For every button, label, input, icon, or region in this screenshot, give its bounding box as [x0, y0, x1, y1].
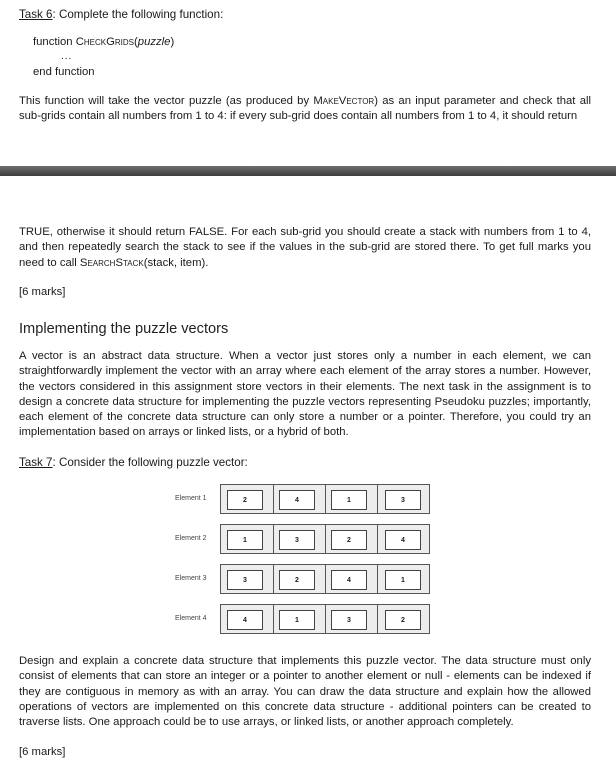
page-top [0, 0, 616, 166]
frame-divider [273, 605, 274, 633]
page-bottom [0, 176, 616, 766]
cell-value: 2 [331, 530, 367, 550]
cell-value: 4 [385, 530, 421, 550]
code-function-name: CheckGrids [75, 36, 135, 48]
element-frame [220, 604, 430, 634]
element-label: Element 3 [175, 575, 207, 582]
code-function-line: function CheckGrids(puzzle) [33, 36, 175, 48]
element-label: Element 2 [175, 535, 207, 542]
cell-value: 1 [331, 490, 367, 510]
task6-heading-text: : Complete the following function: [52, 8, 224, 21]
vector-element-row [0, 524, 616, 556]
cell-value: 4 [331, 570, 367, 590]
search-stack-ref: SearchStack [79, 256, 144, 269]
cell-value: 1 [227, 530, 263, 550]
page-break-gap [0, 166, 616, 176]
cell-value: 2 [279, 570, 315, 590]
task6-paragraph [19, 94, 591, 125]
cell-value: 3 [279, 530, 315, 550]
vector-element-row [0, 484, 616, 516]
code-keyword: function [33, 36, 73, 48]
task6-para-part1: This function will take the vector puzzle (as produced by [19, 95, 310, 107]
code-ellipsis: ... [61, 51, 73, 62]
cell-value: 2 [385, 610, 421, 630]
element-frame [220, 484, 430, 514]
task7-heading-text: : Consider the following puzzle vector: [52, 456, 248, 469]
vector-element-row [0, 564, 616, 596]
cell-value: 4 [227, 610, 263, 630]
frame-divider [325, 605, 326, 633]
task7-heading [19, 455, 591, 470]
task7-paragraph: Design and explain a concrete data structure that implements this puzzle vector. The data structure must only consist of elements that can store an integer or a pointer to another element or null - elements can be indexed if they are contiguous in memory as with an array. You can draw the data structure and explain how the allowed operations of vectors are implemented on this concrete data structure - additional pointers can be created to traverse lists. One approach could be to use arrays, or linked lists, or another approach completely. [19, 655, 591, 729]
task6-label: Task 6 [19, 8, 53, 21]
frame-divider [377, 485, 378, 513]
section-title: Implementing the puzzle vectors [19, 321, 229, 337]
frame-divider [325, 485, 326, 513]
task6-heading [19, 7, 591, 22]
task6-para-continued-text: TRUE, otherwise it should return FALSE. For each sub-grid you should create a stack with numbers from 1 to 4, and then repeatedly search the stack to see if the values in the sub-grid are stored there. To get full marks you need to call [19, 226, 591, 269]
element-frame [220, 564, 430, 594]
code-function-arg: puzzle [137, 36, 171, 48]
task6-paragraph-continued [19, 225, 591, 271]
frame-divider [325, 525, 326, 553]
frame-divider [273, 525, 274, 553]
element-label: Element 4 [175, 615, 207, 622]
frame-divider [377, 525, 378, 553]
make-vector-ref: MakeVector [313, 95, 375, 107]
cell-value: 3 [227, 570, 263, 590]
frame-divider [377, 605, 378, 633]
task6-marks: [6 marks] [19, 286, 66, 298]
cell-value: 1 [279, 610, 315, 630]
cell-value: 3 [385, 490, 421, 510]
element-label: Element 1 [175, 495, 207, 502]
section-intro-paragraph: A vector is an abstract data structure. When a vector just stores only a number in each element, we can straightforwardly implement the vector with an array where each element of the array stores a number. However, the vectors considered in this assignment store vectors in their elements. The next task in the assignment is to design a concrete data structure for implementing the puzzle vectors representing Pseudoku puzzles; importantly, each element of the concrete data structure can only store a number or a pointer. Therefore, you could try an implementation based on arrays or linked lists, or a hybrid of both. [19, 350, 591, 439]
vector-element-row [0, 604, 616, 636]
task6-para-part2: ) as an input parameter and check that all sub-grids contain all numbers from 1 to 4: if every sub-grid does contain all numbers from 1 to 4, it should return [19, 95, 592, 123]
task7-marks: [6 marks] [19, 746, 66, 758]
frame-divider [273, 485, 274, 513]
task7-label: Task 7 [19, 456, 53, 469]
frame-divider [377, 565, 378, 593]
cell-value: 3 [331, 610, 367, 630]
search-stack-args: (stack, item). [143, 256, 209, 269]
cell-value: 2 [227, 490, 263, 510]
cell-value: 1 [385, 570, 421, 590]
element-frame [220, 524, 430, 554]
cell-value: 4 [279, 490, 315, 510]
frame-divider [273, 565, 274, 593]
frame-divider [325, 565, 326, 593]
code-end-line: end function [33, 66, 95, 78]
